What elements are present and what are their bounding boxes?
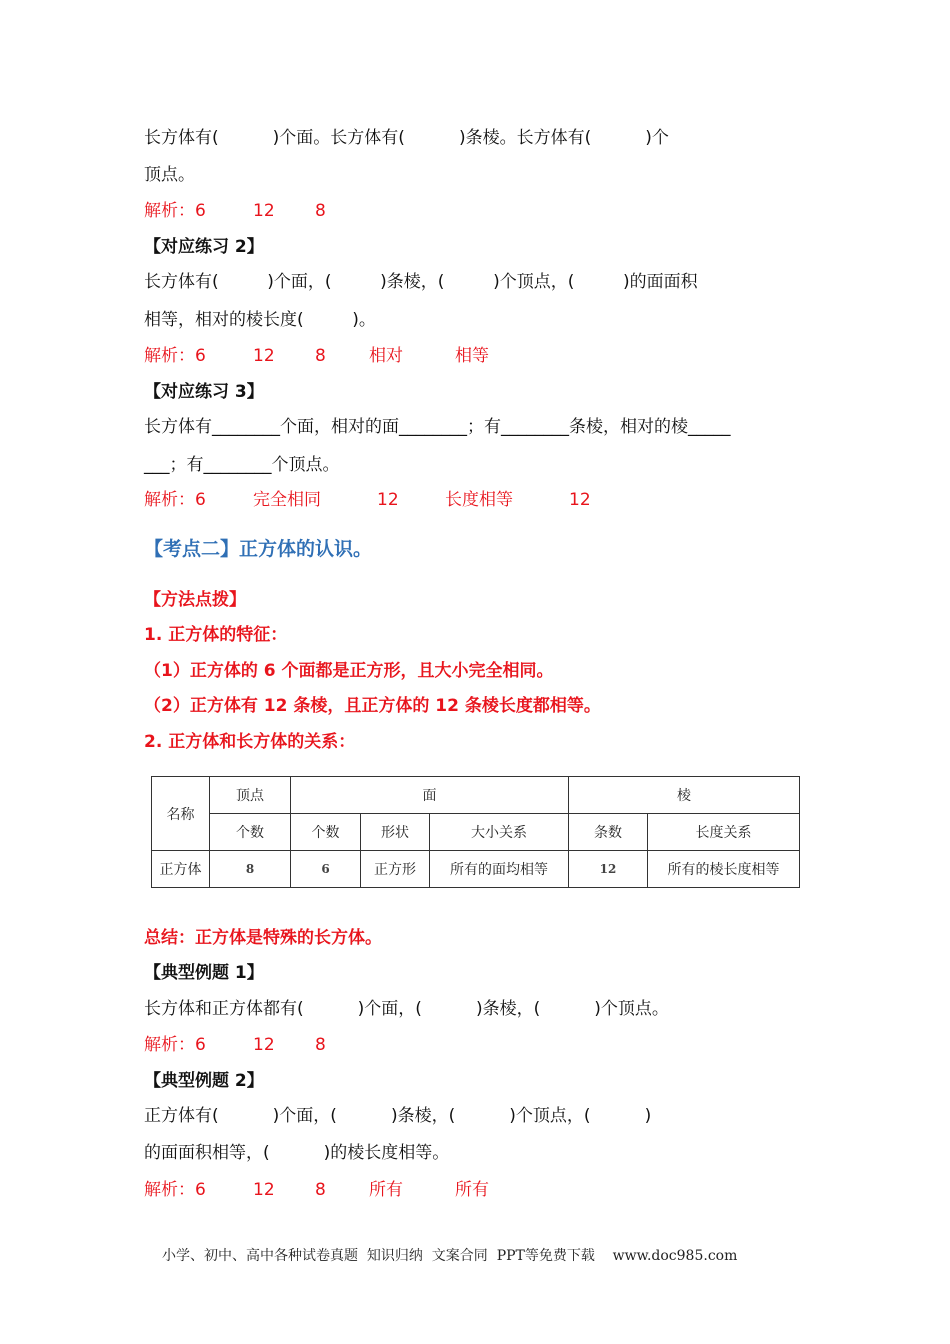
answer-value: 12 (253, 201, 275, 221)
subheader-face-size: 大小关系 (430, 814, 569, 851)
answer-value: 12 (253, 346, 275, 366)
row-face-size: 所有的面均相等 (430, 851, 569, 888)
answer-label: 解析： (144, 1180, 195, 1200)
answer-value: 6 (195, 346, 206, 366)
method-heading: 【方法点拨】 (144, 590, 246, 610)
answer-value: 相等 (455, 346, 489, 366)
practice3-heading: 【对应练习 3】 (144, 382, 264, 402)
point-2: 2. 正方体和长方体的关系： (144, 732, 356, 752)
practice2-line1: 长方体有( )个面，( )条棱，( )个顶点，( )的面面积 (144, 272, 698, 292)
header-face: 面 (291, 777, 569, 814)
answer-value: 所有 (455, 1180, 489, 1200)
example1-heading: 【典型例题 1】 (144, 963, 264, 983)
answer-label: 解析： (144, 1035, 195, 1055)
row-face-count: 6 (291, 851, 361, 888)
practice3-line2: ___；有________个顶点。 (144, 455, 340, 475)
answer-value: 8 (315, 201, 326, 221)
example2-line2: 的面面积相等，( )的棱长度相等。 (144, 1143, 450, 1163)
answer-label: 解析： (144, 201, 195, 221)
summary: 总结：正方体是特殊的长方体。 (144, 928, 382, 948)
page-footer: 小学、初中、高中各种试卷真题 知识归纳 文案合同 PPT等免费下载 www.doc985.com (162, 1248, 738, 1264)
subheader-edge-length: 长度关系 (648, 814, 800, 851)
answer-value: 6 (195, 490, 206, 510)
row-face-shape: 正方形 (361, 851, 430, 888)
point-1a: （1）正方体的 6 个面都是正方形，且大小完全相同。 (144, 661, 554, 681)
answer-label: 解析： (144, 346, 195, 366)
header-name: 名称 (152, 777, 210, 851)
q1-line2: 顶点。 (144, 165, 195, 185)
practice3-line1: 长方体有________个面，相对的面________；有________条棱，相对的棱_____ (144, 417, 731, 437)
answer-value: 8 (315, 1035, 326, 1055)
answer-value: 6 (195, 1180, 206, 1200)
row-name: 正方体 (152, 851, 210, 888)
answer-value: 12 (377, 490, 399, 510)
row-vertex-count: 8 (210, 851, 291, 888)
practice2-line2: 相等，相对的棱长度( )。 (144, 310, 376, 330)
header-vertex: 顶点 (210, 777, 291, 814)
answer-value: 12 (253, 1180, 275, 1200)
example2-heading: 【典型例题 2】 (144, 1071, 264, 1091)
answer-value: 长度相等 (445, 490, 513, 510)
practice2-heading: 【对应练习 2】 (144, 237, 264, 257)
answer-value: 8 (315, 346, 326, 366)
point-1: 1. 正方体的特征： (144, 625, 288, 645)
header-edge: 棱 (569, 777, 800, 814)
answer-value: 6 (195, 201, 206, 221)
q1-answer (144, 200, 326, 222)
practice2-answer (144, 345, 489, 367)
row-edge-count: 12 (569, 851, 648, 888)
answer-label: 解析： (144, 490, 195, 510)
answer-value: 相对 (369, 346, 403, 366)
example1-answer (144, 1034, 326, 1056)
practice3-answer (144, 489, 591, 511)
subheader-face-shape: 形状 (361, 814, 430, 851)
answer-value: 12 (253, 1035, 275, 1055)
comparison-table (151, 776, 800, 888)
section-title: 【考点二】正方体的认识。 (144, 538, 373, 560)
subheader-face-count: 个数 (291, 814, 361, 851)
answer-value: 完全相同 (253, 490, 321, 510)
example2-line1: 正方体有( )个面，( )条棱，( )个顶点，( ) (144, 1106, 652, 1126)
answer-value: 所有 (369, 1180, 403, 1200)
example1-line1: 长方体和正方体都有( )个面，( )条棱，( )个顶点。 (144, 999, 669, 1019)
row-edge-length: 所有的棱长度相等 (648, 851, 800, 888)
point-1b: （2）正方体有 12 条棱，且正方体的 12 条棱长度都相等。 (144, 696, 601, 716)
answer-value: 12 (569, 490, 591, 510)
example2-answer (144, 1179, 489, 1201)
q1-line1: 长方体有( )个面。长方体有( )条棱。长方体有( )个 (144, 128, 669, 148)
subheader-edge-count: 条数 (569, 814, 648, 851)
answer-value: 6 (195, 1035, 206, 1055)
answer-value: 8 (315, 1180, 326, 1200)
subheader-vertex-count: 个数 (210, 814, 291, 851)
